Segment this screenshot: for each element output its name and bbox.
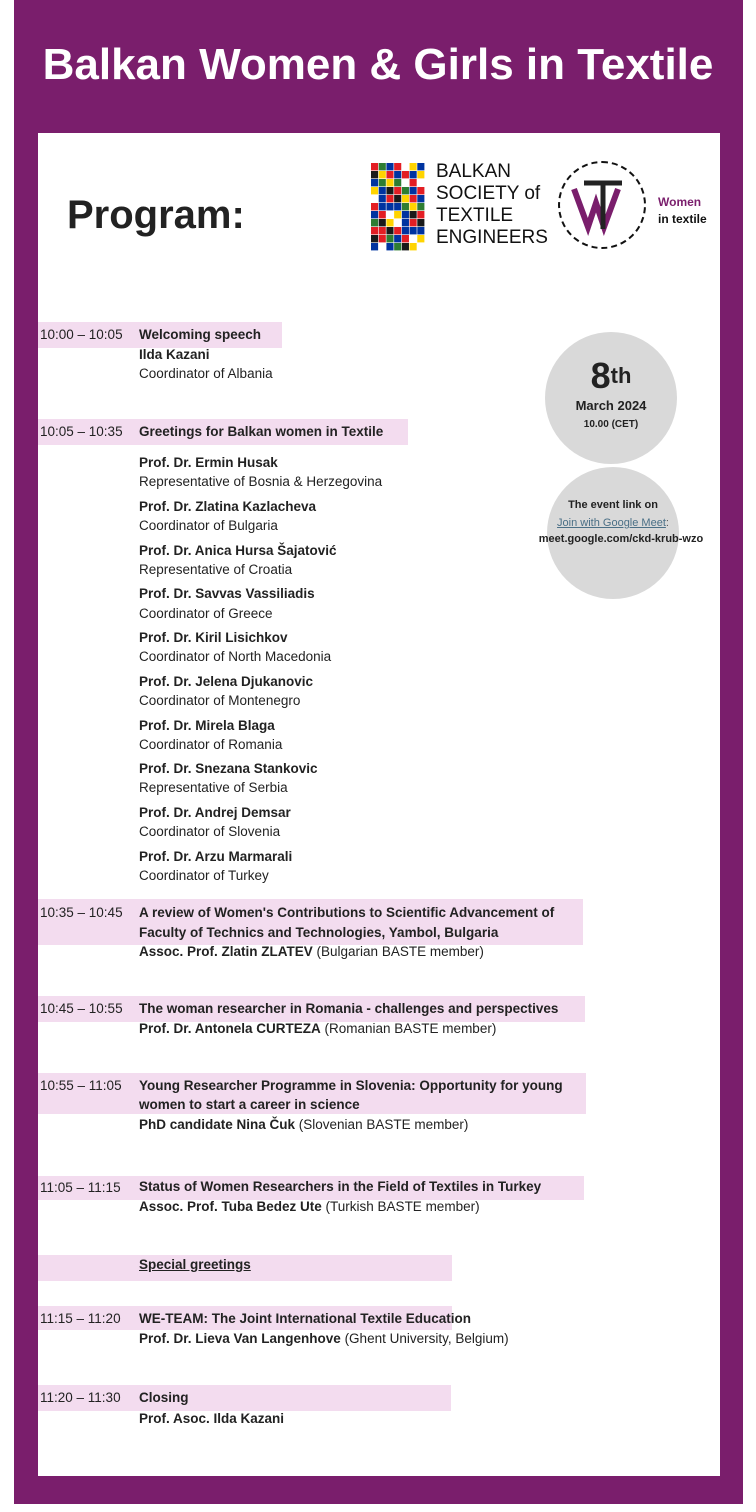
mosaic-tile (394, 179, 401, 186)
mosaic-tile (379, 195, 386, 202)
speaker-name: Prof. Dr. Arzu Marmarali (139, 849, 293, 864)
mosaic-tile (379, 179, 386, 186)
speaker-name: Prof. Dr. Savvas Vassiliadis (139, 586, 315, 601)
mosaic-tile (386, 203, 393, 210)
mosaic-tile (402, 219, 409, 226)
speaker-name: Prof. Asoc. Ilda Kazani (139, 1411, 285, 1426)
session-title: The woman researcher in Romania - challenges and perspectives (139, 1001, 559, 1016)
session-time: 10:35 – 10:45 (40, 905, 123, 920)
mosaic-tile (386, 171, 393, 178)
date-month: March 2024 (575, 398, 647, 413)
event-link-label: The event link on (568, 499, 658, 511)
mosaic-tile (410, 203, 417, 210)
session-title: Welcoming speech (139, 327, 262, 342)
session-title-line2: women to start a career in science (139, 1097, 360, 1112)
speaker-role: Coordinator of Bulgaria (139, 518, 278, 533)
mosaic-tile (402, 203, 409, 210)
speaker-name: Prof. Dr. Snezana Stankovic (139, 761, 318, 776)
page-title: Balkan Women & Girls in Textile (42, 40, 714, 89)
speaker-name: Prof. Dr. Mirela Blaga (139, 718, 275, 733)
mosaic-tile (402, 235, 409, 242)
speaker-name: Prof. Dr. Anica Hursa Šajatović (139, 543, 337, 558)
mosaic-tile (394, 211, 401, 218)
mosaic-tile (371, 235, 378, 242)
speaker-name: Prof. Dr. Andrej Demsar (139, 805, 291, 820)
mosaic-tile (417, 211, 424, 218)
mosaic-tile (379, 227, 386, 234)
speaker-name: Prof. Dr. Zlatina Kazlacheva (139, 499, 317, 514)
session-title-line1: A review of Women's Contributions to Scientific Advancement of (139, 905, 555, 920)
session-title-line2: Faculty of Technics and Technologies, Yambol, Bulgaria (139, 925, 499, 940)
session-title: Status of Women Researchers in the Field of Textiles in Turkey (139, 1179, 542, 1194)
speaker-role: Coordinator of North Macedonia (139, 649, 332, 664)
mosaic-tile (410, 187, 417, 194)
mosaic-tile (410, 219, 417, 226)
session-time: 11:15 – 11:20 (40, 1311, 121, 1326)
baste-logo-text (436, 161, 548, 249)
mosaic-tile (371, 227, 378, 234)
session-title: Greetings for Balkan women in Textile (139, 424, 384, 439)
session-time: 11:20 – 11:30 (40, 1390, 121, 1405)
speaker-role: Representative of Bosnia & Herzegovina (139, 474, 383, 489)
mosaic-tile (410, 227, 417, 234)
session-time: 10:55 – 11:05 (40, 1078, 122, 1093)
program-heading: Program: (67, 193, 245, 237)
mosaic-tile (394, 171, 401, 178)
mosaic-tile (417, 179, 424, 186)
mosaic-tile (379, 211, 386, 218)
speaker-role: Coordinator of Montenegro (139, 693, 301, 708)
mosaic-tile (379, 203, 386, 210)
mosaic-tile (371, 163, 378, 170)
mosaic-tile (386, 227, 393, 234)
wt-monogram-icon (560, 163, 644, 247)
speaker-role: Coordinator of Slovenia (139, 824, 281, 839)
mosaic-tile (379, 187, 386, 194)
mosaic-tile (417, 235, 424, 242)
speaker-line: Assoc. Prof. Tuba Bedez Ute (Turkish BASTE member) (139, 1199, 480, 1214)
baste-line-3: TEXTILE (436, 205, 514, 226)
mosaic-tile (417, 227, 424, 234)
baste-line-1: BALKAN (436, 161, 511, 182)
event-link-url[interactable]: meet.google.com/ckd-krub-wzo (538, 533, 704, 545)
mosaic-tile (371, 203, 378, 210)
mosaic-tile (410, 243, 417, 250)
wit-word-in-textile: in textile (658, 212, 707, 226)
session-time: 10:05 – 10:35 (40, 424, 123, 439)
mosaic-tile (417, 203, 424, 210)
special-greetings-title: Special greetings (139, 1257, 251, 1272)
speaker-name: Prof. Dr. Ermin Husak (139, 455, 278, 470)
mosaic-tile (410, 179, 417, 186)
speaker-role: Representative of Serbia (139, 780, 288, 795)
mosaic-tile (379, 243, 386, 250)
baste-logo-mosaic (371, 163, 425, 251)
mosaic-tile (394, 163, 401, 170)
mosaic-tile (402, 171, 409, 178)
mosaic-tile (417, 187, 424, 194)
mosaic-tile (394, 195, 401, 202)
mosaic-tile (417, 243, 424, 250)
mosaic-tile (371, 179, 378, 186)
session-time: 10:45 – 10:55 (40, 1001, 123, 1016)
event-link-line: Join with Google Meet: (557, 517, 669, 529)
mosaic-tile (417, 195, 424, 202)
date-time: 10.00 (CET) (583, 419, 639, 430)
mosaic-tile (402, 243, 409, 250)
mosaic-tile (402, 179, 409, 186)
mosaic-tile (386, 187, 393, 194)
mosaic-tile (386, 219, 393, 226)
mosaic-tile (386, 179, 393, 186)
mosaic-tile (394, 227, 401, 234)
speaker-role: Coordinator of Greece (139, 606, 273, 621)
mosaic-tile (379, 171, 386, 178)
speaker-role: Coordinator of Romania (139, 737, 283, 752)
speaker-role: Coordinator of Albania (139, 366, 273, 381)
session-title: Closing (139, 1390, 189, 1405)
session-time: 11:05 – 11:15 (40, 1180, 121, 1195)
speaker-name: Prof. Dr. Jelena Djukanovic (139, 674, 314, 689)
mosaic-tile (371, 219, 378, 226)
mosaic-tile (386, 163, 393, 170)
mosaic-tile (386, 211, 393, 218)
mosaic-tile (386, 195, 393, 202)
mosaic-tile (417, 163, 424, 170)
event-link-badge (538, 467, 704, 599)
mosaic-tile (402, 163, 409, 170)
women-in-textile-label (658, 194, 707, 228)
women-in-textile-logo (558, 161, 646, 249)
speaker-line: Assoc. Prof. Zlatin ZLATEV (Bulgarian BASTE member) (139, 944, 484, 959)
date-badge (545, 332, 677, 464)
mosaic-tile (410, 163, 417, 170)
mosaic-tile (402, 211, 409, 218)
mosaic-tile (371, 243, 378, 250)
mosaic-tile (410, 211, 417, 218)
speaker-name: Ilda Kazani (139, 347, 210, 362)
session-title: WE-TEAM: The Joint International Textile Education (139, 1311, 472, 1326)
speaker-line: Prof. Dr. Lieva Van Langenhove (Ghent University, Belgium) (139, 1331, 509, 1346)
mosaic-tile (371, 171, 378, 178)
mosaic-tile (394, 187, 401, 194)
mosaic-tile (386, 235, 393, 242)
speaker-role: Coordinator of Turkey (139, 868, 269, 883)
mosaic-tile (379, 163, 386, 170)
baste-line-2: SOCIETY of (436, 183, 541, 204)
mosaic-tile (410, 235, 417, 242)
mosaic-tile (379, 235, 386, 242)
mosaic-tile (402, 187, 409, 194)
session-time: 10:00 – 10:05 (40, 327, 123, 342)
speaker-line: PhD candidate Nina Čuk (Slovenian BASTE member) (139, 1117, 469, 1132)
mosaic-tile (410, 195, 417, 202)
mosaic-tile (371, 195, 378, 202)
mosaic-tile (394, 219, 401, 226)
mosaic-tile (394, 203, 401, 210)
mosaic-tile (371, 187, 378, 194)
date-day: 8th (590, 355, 632, 396)
session-title-line1: Young Researcher Programme in Slovenia: Opportunity for young (139, 1078, 563, 1093)
mosaic-tile (410, 171, 417, 178)
speaker-role: Representative of Croatia (139, 562, 293, 577)
mosaic-tile (394, 243, 401, 250)
mosaic-tile (386, 243, 393, 250)
mosaic-tile (402, 195, 409, 202)
speaker-name: Prof. Dr. Kiril Lisichkov (139, 630, 288, 645)
wit-word-women: Women (658, 195, 702, 209)
google-meet-link[interactable]: Join with Google Meet (557, 517, 666, 529)
mosaic-tile (417, 219, 424, 226)
mosaic-tile (417, 171, 424, 178)
mosaic-tile (402, 227, 409, 234)
baste-line-4: ENGINEERS (436, 227, 548, 248)
mosaic-tile (394, 235, 401, 242)
speaker-line: Prof. Dr. Antonela CURTEZA (Romanian BASTE member) (139, 1021, 497, 1036)
mosaic-tile (371, 211, 378, 218)
mosaic-tile (379, 219, 386, 226)
